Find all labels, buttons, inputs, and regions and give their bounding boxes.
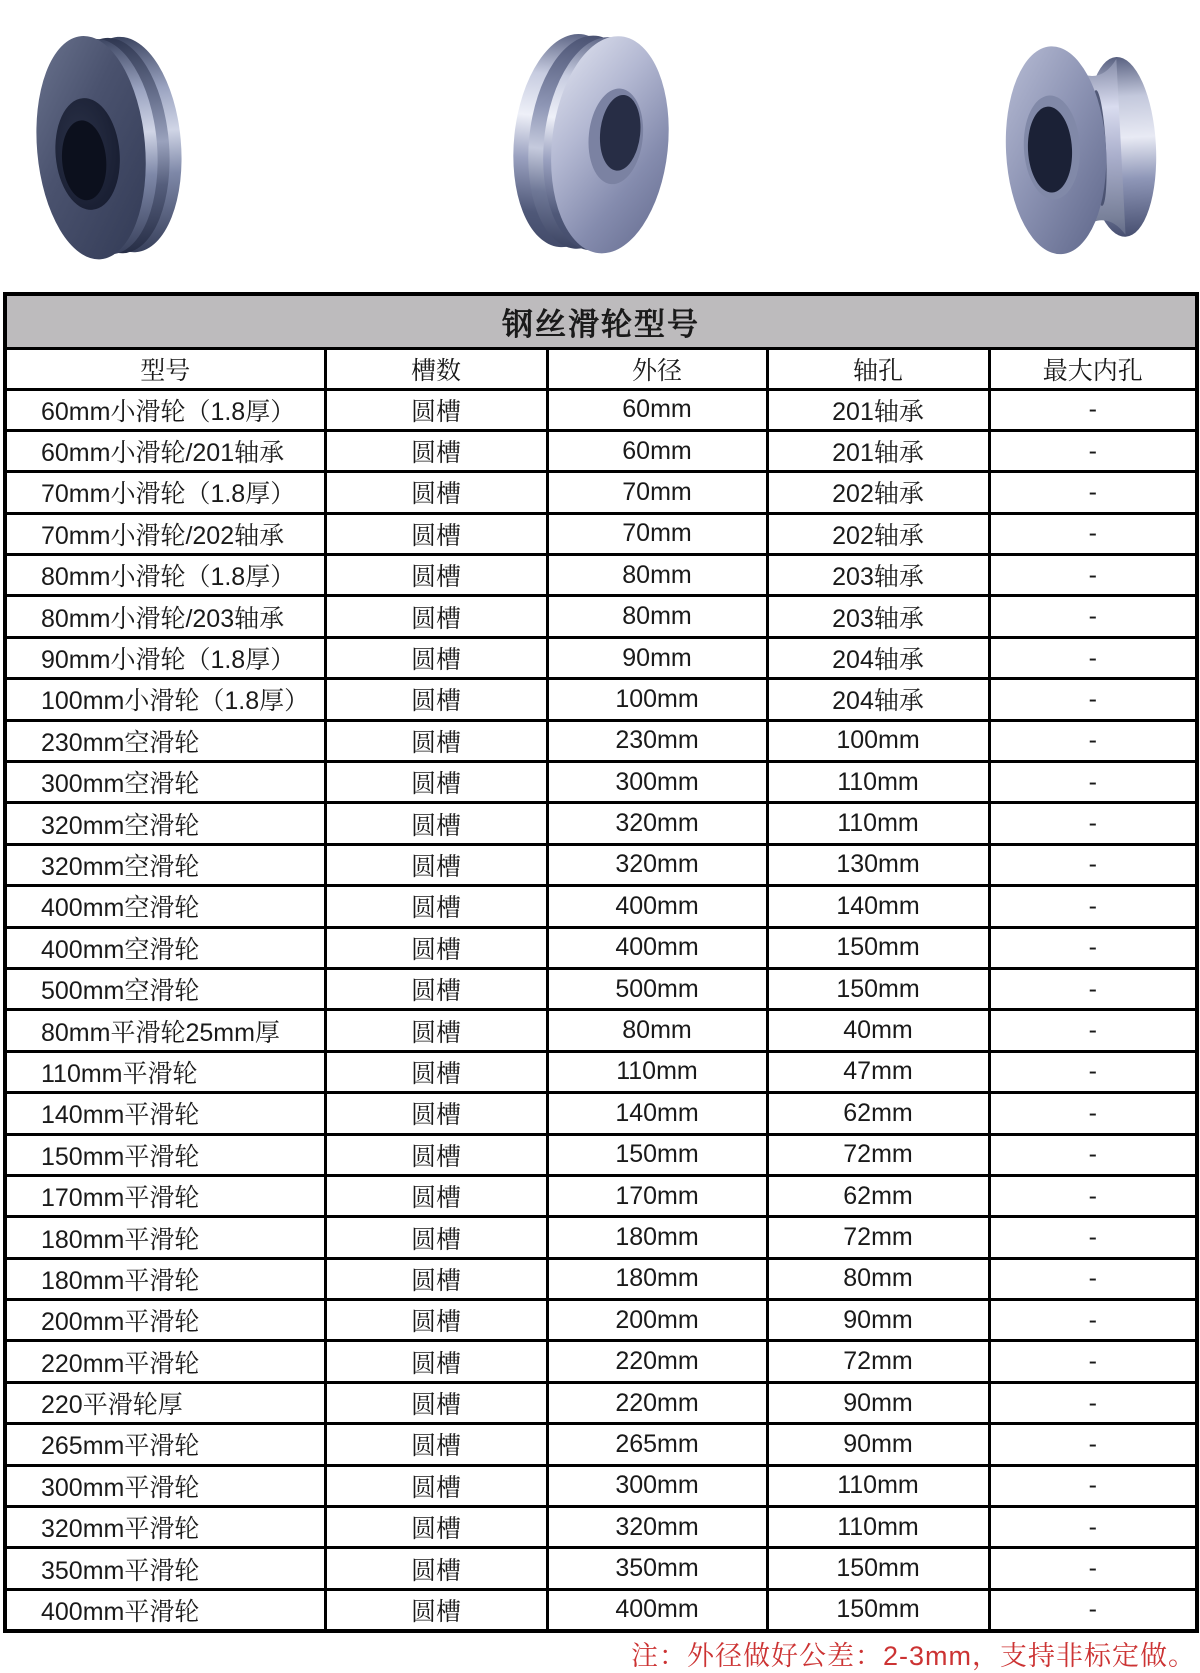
header-max-inner-hole: 最大内孔: [989, 348, 1197, 389]
cell-outer-diameter: 500mm: [547, 968, 767, 1009]
header-outer-diameter: 外径: [547, 348, 767, 389]
table-row: [5, 968, 1197, 1009]
cell-model: 220平滑轮厚: [5, 1382, 325, 1423]
cell-model: 200mm平滑轮: [5, 1300, 325, 1341]
cell-outer-diameter: 70mm: [547, 472, 767, 513]
cell-shaft-hole: 150mm: [767, 927, 989, 968]
cell-max-inner-hole: -: [989, 1217, 1197, 1258]
cell-outer-diameter: 70mm: [547, 513, 767, 554]
table-title: 钢丝滑轮型号: [5, 294, 1197, 348]
table-row: [5, 1258, 1197, 1299]
cell-groove-count: 圆槽: [325, 1341, 547, 1382]
cell-model: 320mm平滑轮: [5, 1507, 325, 1548]
table-row: [5, 1093, 1197, 1134]
cell-outer-diameter: 400mm: [547, 1589, 767, 1630]
cell-outer-diameter: 400mm: [547, 927, 767, 968]
cell-model: 80mm小滑轮（1.8厚）: [5, 555, 325, 596]
cell-model: 230mm空滑轮: [5, 720, 325, 761]
cell-max-inner-hole: -: [989, 389, 1197, 430]
cell-model: 150mm平滑轮: [5, 1134, 325, 1175]
table-row: [5, 1341, 1197, 1382]
table-row: [5, 927, 1197, 968]
cell-shaft-hole: 80mm: [767, 1258, 989, 1299]
cell-shaft-hole: 90mm: [767, 1382, 989, 1423]
cell-max-inner-hole: -: [989, 513, 1197, 554]
cell-outer-diameter: 90mm: [547, 637, 767, 678]
cell-groove-count: 圆槽: [325, 679, 547, 720]
cell-outer-diameter: 220mm: [547, 1341, 767, 1382]
cell-shaft-hole: 72mm: [767, 1217, 989, 1258]
u-groove-pulley-side-photo: [508, 22, 678, 265]
header-shaft-hole: 轴孔: [767, 348, 989, 389]
cell-max-inner-hole: -: [989, 1341, 1197, 1382]
cell-model: 320mm空滑轮: [5, 803, 325, 844]
table-row: [5, 1465, 1197, 1506]
cell-outer-diameter: 150mm: [547, 1134, 767, 1175]
cell-max-inner-hole: -: [989, 844, 1197, 885]
cell-shaft-hole: 47mm: [767, 1051, 989, 1092]
cell-groove-count: 圆槽: [325, 1217, 547, 1258]
cell-shaft-hole: 201轴承: [767, 430, 989, 471]
cell-max-inner-hole: -: [989, 762, 1197, 803]
cell-groove-count: 圆槽: [325, 927, 547, 968]
cell-groove-count: 圆槽: [325, 637, 547, 678]
cell-model: 300mm平滑轮: [5, 1465, 325, 1506]
cell-max-inner-hole: -: [989, 555, 1197, 596]
table-row: [5, 472, 1197, 513]
cell-max-inner-hole: -: [989, 1507, 1197, 1548]
pulley-table-body: [5, 389, 1197, 1631]
cell-shaft-hole: 90mm: [767, 1300, 989, 1341]
cell-model: 170mm平滑轮: [5, 1175, 325, 1216]
table-row: [5, 1175, 1197, 1216]
cell-outer-diameter: 60mm: [547, 389, 767, 430]
cell-outer-diameter: 200mm: [547, 1300, 767, 1341]
table-row: [5, 886, 1197, 927]
table-row: [5, 1424, 1197, 1465]
cell-model: 500mm空滑轮: [5, 968, 325, 1009]
cell-model: 400mm空滑轮: [5, 927, 325, 968]
cell-groove-count: 圆槽: [325, 389, 547, 430]
cell-shaft-hole: 72mm: [767, 1341, 989, 1382]
cell-max-inner-hole: -: [989, 1258, 1197, 1299]
cell-groove-count: 圆槽: [325, 720, 547, 761]
cell-model: 110mm平滑轮: [5, 1051, 325, 1092]
cell-model: 400mm平滑轮: [5, 1589, 325, 1630]
table-row: [5, 679, 1197, 720]
table-row: [5, 1382, 1197, 1423]
cell-outer-diameter: 80mm: [547, 596, 767, 637]
cell-max-inner-hole: -: [989, 1175, 1197, 1216]
cell-groove-count: 圆槽: [325, 762, 547, 803]
table-row: [5, 1217, 1197, 1258]
cell-shaft-hole: 204轴承: [767, 679, 989, 720]
table-row: [5, 762, 1197, 803]
cell-outer-diameter: 180mm: [547, 1217, 767, 1258]
cell-groove-count: 圆槽: [325, 968, 547, 1009]
cell-max-inner-hole: -: [989, 1300, 1197, 1341]
cell-shaft-hole: 40mm: [767, 1010, 989, 1051]
cell-shaft-hole: 202轴承: [767, 472, 989, 513]
cell-outer-diameter: 140mm: [547, 1093, 767, 1134]
cell-model: 320mm空滑轮: [5, 844, 325, 885]
cell-shaft-hole: 110mm: [767, 1507, 989, 1548]
table-row: [5, 389, 1197, 430]
table-row: [5, 1051, 1197, 1092]
header-model: 型号: [5, 348, 325, 389]
cell-shaft-hole: 203轴承: [767, 596, 989, 637]
cell-max-inner-hole: -: [989, 596, 1197, 637]
table-row: [5, 1134, 1197, 1175]
cell-shaft-hole: 62mm: [767, 1175, 989, 1216]
cell-groove-count: 圆槽: [325, 1134, 547, 1175]
cell-max-inner-hole: -: [989, 472, 1197, 513]
table-row: [5, 1300, 1197, 1341]
cell-model: 180mm平滑轮: [5, 1217, 325, 1258]
cell-shaft-hole: 201轴承: [767, 389, 989, 430]
cell-max-inner-hole: -: [989, 1548, 1197, 1589]
cell-groove-count: 圆槽: [325, 1507, 547, 1548]
cell-outer-diameter: 320mm: [547, 1507, 767, 1548]
cell-outer-diameter: 300mm: [547, 1465, 767, 1506]
cell-model: 80mm小滑轮/203轴承: [5, 596, 325, 637]
cell-groove-count: 圆槽: [325, 1175, 547, 1216]
cell-model: 265mm平滑轮: [5, 1424, 325, 1465]
cell-groove-count: 圆槽: [325, 844, 547, 885]
cell-max-inner-hole: -: [989, 679, 1197, 720]
table-row: [5, 513, 1197, 554]
cell-shaft-hole: 202轴承: [767, 513, 989, 554]
cell-groove-count: 圆槽: [325, 1465, 547, 1506]
cell-max-inner-hole: -: [989, 1134, 1197, 1175]
table-row: [5, 1507, 1197, 1548]
cell-groove-count: 圆槽: [325, 1010, 547, 1051]
cell-max-inner-hole: -: [989, 927, 1197, 968]
cell-outer-diameter: 80mm: [547, 555, 767, 596]
cell-model: 300mm空滑轮: [5, 762, 325, 803]
cell-outer-diameter: 350mm: [547, 1548, 767, 1589]
cell-max-inner-hole: -: [989, 803, 1197, 844]
cell-groove-count: 圆槽: [325, 886, 547, 927]
cell-groove-count: 圆槽: [325, 1424, 547, 1465]
cell-max-inner-hole: -: [989, 1010, 1197, 1051]
cell-model: 180mm平滑轮: [5, 1258, 325, 1299]
cell-groove-count: 圆槽: [325, 1589, 547, 1630]
cell-model: 70mm小滑轮（1.8厚）: [5, 472, 325, 513]
table-row: [5, 803, 1197, 844]
cell-shaft-hole: 110mm: [767, 762, 989, 803]
cell-groove-count: 圆槽: [325, 430, 547, 471]
cell-model: 80mm平滑轮25mm厚: [5, 1010, 325, 1051]
cell-max-inner-hole: -: [989, 886, 1197, 927]
table-row: [5, 1589, 1197, 1630]
table-row: [5, 1548, 1197, 1589]
cell-groove-count: 圆槽: [325, 1093, 547, 1134]
cell-shaft-hole: 62mm: [767, 1093, 989, 1134]
cell-shaft-hole: 110mm: [767, 803, 989, 844]
table-row: [5, 430, 1197, 471]
cell-model: 350mm平滑轮: [5, 1548, 325, 1589]
cell-outer-diameter: 300mm: [547, 762, 767, 803]
cell-model: 60mm小滑轮（1.8厚）: [5, 389, 325, 430]
cell-shaft-hole: 150mm: [767, 968, 989, 1009]
cell-groove-count: 圆槽: [325, 1382, 547, 1423]
cell-outer-diameter: 320mm: [547, 844, 767, 885]
cell-max-inner-hole: -: [989, 1093, 1197, 1134]
cell-model: 100mm小滑轮（1.8厚）: [5, 679, 325, 720]
v-groove-pulley-side-photo: [1000, 36, 1160, 266]
cell-shaft-hole: 203轴承: [767, 555, 989, 596]
cell-shaft-hole: 204轴承: [767, 637, 989, 678]
cell-outer-diameter: 80mm: [547, 1010, 767, 1051]
cell-max-inner-hole: -: [989, 1382, 1197, 1423]
u-groove-pulley-angled-photo: [33, 28, 188, 265]
cell-max-inner-hole: -: [989, 1589, 1197, 1630]
cell-outer-diameter: 100mm: [547, 679, 767, 720]
cell-max-inner-hole: -: [989, 968, 1197, 1009]
cell-outer-diameter: 60mm: [547, 430, 767, 471]
cell-groove-count: 圆槽: [325, 555, 547, 596]
cell-shaft-hole: 150mm: [767, 1548, 989, 1589]
pulley-spec-table: [3, 292, 1197, 1633]
cell-groove-count: 圆槽: [325, 472, 547, 513]
cell-outer-diameter: 400mm: [547, 886, 767, 927]
table-row: [5, 596, 1197, 637]
cell-model: 220mm平滑轮: [5, 1341, 325, 1382]
table-row: [5, 637, 1197, 678]
cell-groove-count: 圆槽: [325, 1258, 547, 1299]
cell-groove-count: 圆槽: [325, 803, 547, 844]
cell-model: 140mm平滑轮: [5, 1093, 325, 1134]
cell-outer-diameter: 170mm: [547, 1175, 767, 1216]
table-header-row: [5, 348, 1197, 389]
cell-outer-diameter: 265mm: [547, 1424, 767, 1465]
cell-max-inner-hole: -: [989, 1051, 1197, 1092]
cell-max-inner-hole: -: [989, 637, 1197, 678]
cell-outer-diameter: 220mm: [547, 1382, 767, 1423]
cell-outer-diameter: 230mm: [547, 720, 767, 761]
cell-max-inner-hole: -: [989, 720, 1197, 761]
table-title-row: [5, 294, 1197, 348]
table-row: [5, 1010, 1197, 1051]
cell-groove-count: 圆槽: [325, 513, 547, 554]
cell-outer-diameter: 180mm: [547, 1258, 767, 1299]
cell-shaft-hole: 150mm: [767, 1589, 989, 1630]
cell-groove-count: 圆槽: [325, 1051, 547, 1092]
cell-groove-count: 圆槽: [325, 596, 547, 637]
cell-shaft-hole: 130mm: [767, 844, 989, 885]
cell-outer-diameter: 110mm: [547, 1051, 767, 1092]
table-row: [5, 555, 1197, 596]
cell-model: 400mm空滑轮: [5, 886, 325, 927]
cell-max-inner-hole: -: [989, 430, 1197, 471]
cell-max-inner-hole: -: [989, 1424, 1197, 1465]
table-row: [5, 720, 1197, 761]
tolerance-note: 注：外径做好公差：2-3mm，支持非标定做。: [630, 1641, 1196, 1671]
cell-shaft-hole: 110mm: [767, 1465, 989, 1506]
cell-model: 70mm小滑轮/202轴承: [5, 513, 325, 554]
cell-groove-count: 圆槽: [325, 1300, 547, 1341]
cell-shaft-hole: 72mm: [767, 1134, 989, 1175]
cell-model: 60mm小滑轮/201轴承: [5, 430, 325, 471]
cell-shaft-hole: 100mm: [767, 720, 989, 761]
table-row: [5, 844, 1197, 885]
product-photos-banner: [0, 0, 1200, 290]
cell-shaft-hole: 140mm: [767, 886, 989, 927]
cell-shaft-hole: 90mm: [767, 1424, 989, 1465]
cell-model: 90mm小滑轮（1.8厚）: [5, 637, 325, 678]
cell-groove-count: 圆槽: [325, 1548, 547, 1589]
cell-max-inner-hole: -: [989, 1465, 1197, 1506]
header-groove-count: 槽数: [325, 348, 547, 389]
cell-outer-diameter: 320mm: [547, 803, 767, 844]
